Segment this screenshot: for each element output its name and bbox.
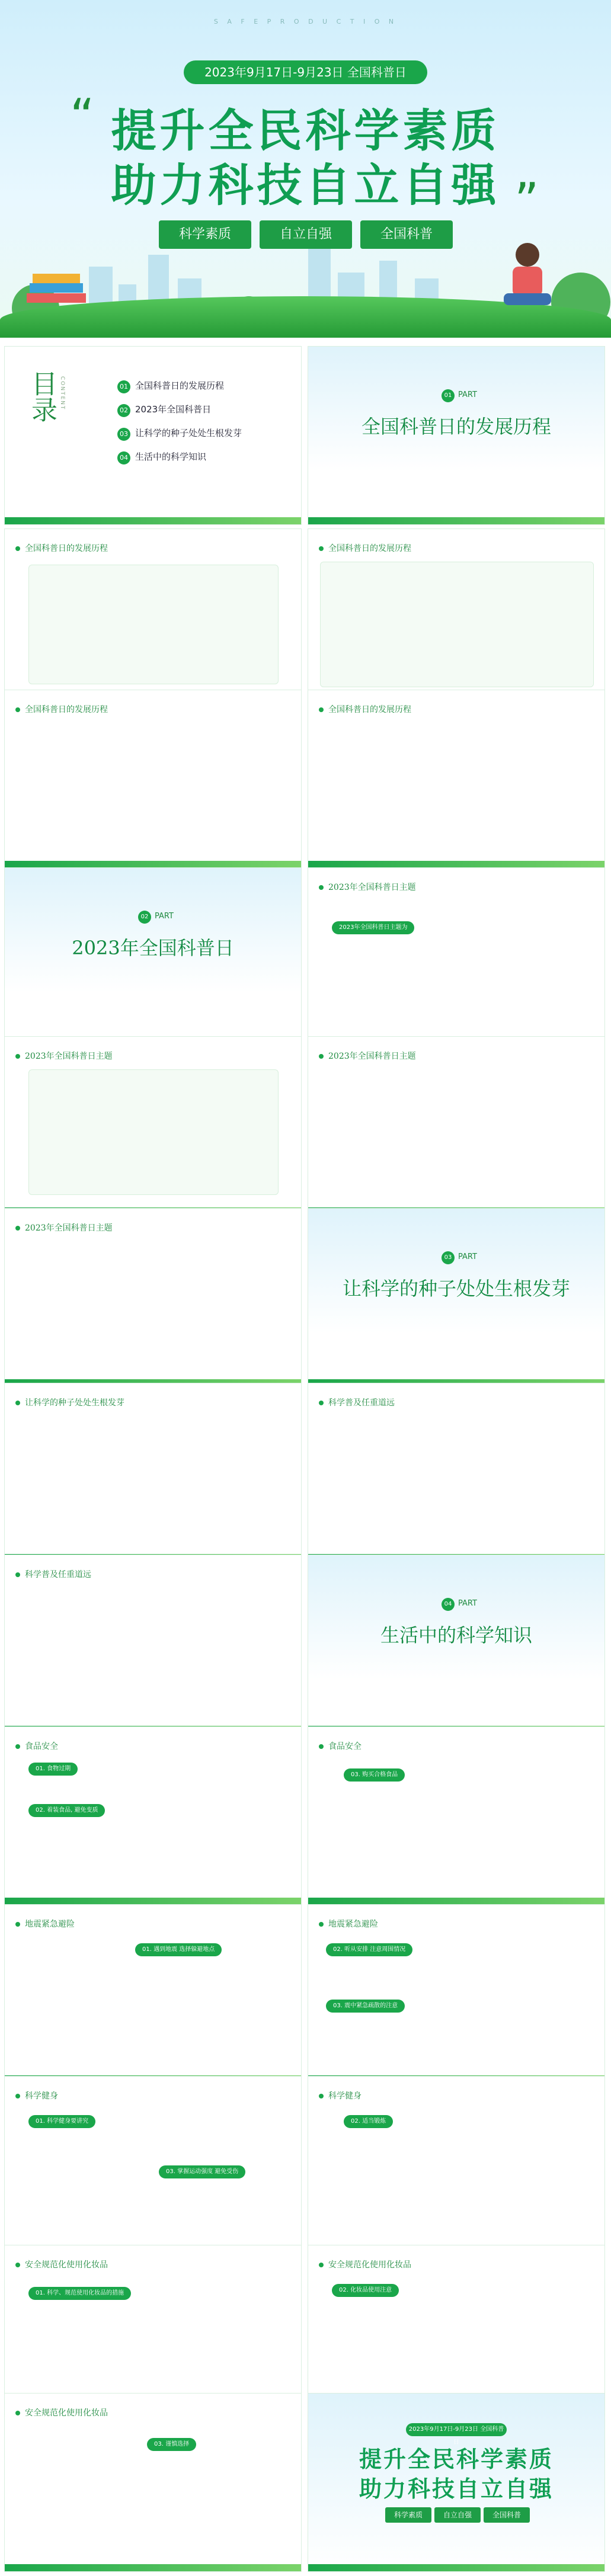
fitness-slide-b: [308, 2077, 604, 2254]
food-pill-1: 01. 食物过期: [28, 1763, 78, 1776]
slide-header: 2023年全国科普日主题: [15, 1050, 113, 1062]
end-slide: [308, 2394, 604, 2571]
section-slide-02: [5, 868, 301, 1046]
end-tag-2: 自立自强: [434, 2507, 481, 2523]
slide-header: 安全规范化使用化妆品: [15, 2258, 108, 2270]
history-slide-b: [308, 529, 604, 707]
slide-header: 2023年全国科普日主题: [319, 881, 416, 893]
slide-header: 地震紧急避险: [15, 1918, 75, 1930]
part-label: PART: [155, 912, 174, 921]
slide-header: 科学普及任重道远: [319, 1396, 395, 1408]
theme-slide-a: [308, 868, 604, 1046]
slide-header: 地震紧急避险: [319, 1918, 378, 1930]
section-title: 全国科普日的发展历程: [361, 415, 551, 438]
food-slide-a: [5, 1727, 301, 1905]
part-label: PART: [458, 1252, 477, 1261]
toc-label: 让科学的种子处处生根发芽: [135, 428, 242, 438]
slide-header: 全国科普日的发展历程: [319, 703, 411, 715]
task-slide-a: [308, 1383, 604, 1561]
toc-num: 01: [117, 380, 130, 393]
end-title-line1: 提升全民科学素质: [359, 2446, 554, 2472]
theme-slide-d: [5, 1209, 301, 1386]
slide-header: 全国科普日的发展历程: [15, 542, 108, 554]
chem-slide-c: [5, 2394, 301, 2571]
reading-girl-illustration: [492, 237, 563, 314]
chem-pill-2: 02. 化妆品使用注意: [332, 2284, 399, 2297]
chem-pill-3: 03. 谨慎选择: [147, 2438, 196, 2451]
quake-pill-2: 02. 听从安排 注意周围情况: [326, 1943, 412, 1956]
slide-header: 2023年全国科普日主题: [15, 1222, 113, 1233]
toc-label: 全国科普日的发展历程: [135, 380, 225, 391]
food-pill-3: 03. 购买合格食品: [344, 1768, 405, 1782]
part-badge: [138, 909, 180, 925]
slide-header: 食品安全: [15, 1740, 58, 1752]
toc-side-label: CONTENT: [59, 376, 65, 411]
slide-header: 科学普及任重道远: [15, 1568, 91, 1580]
food-slide-b: [308, 1727, 604, 1905]
slide-header: 全国科普日的发展历程: [319, 542, 411, 554]
slide-header: 安全规范化使用化妆品: [319, 2258, 411, 2270]
part-num: 04: [442, 1598, 455, 1611]
fitness-slide-a: [5, 2077, 301, 2254]
section-title: 2023年全国科普日: [72, 937, 234, 959]
seed-slide: [5, 1383, 301, 1561]
toc-label: 2023年全国科普日: [135, 404, 212, 415]
part-label: PART: [458, 390, 477, 399]
toc-num: 03: [117, 428, 130, 441]
text-card: [320, 562, 594, 687]
cover-date-badge: 2023年9月17日-9月23日 全国科普日: [184, 60, 427, 84]
quake-slide-a: [5, 1905, 301, 2082]
fit-pill-2: 02. 适当锻炼: [344, 2115, 393, 2128]
theme-pill: 2023年全国科普日主题为: [332, 921, 414, 934]
quake-pill-3: 03. 震中紧急疏散的注意: [326, 2000, 405, 2013]
quote-open: “: [70, 89, 95, 144]
section-slide-04: [308, 1555, 604, 1733]
cover-tag-3: 全国科普: [360, 220, 453, 249]
part-badge: [442, 1597, 483, 1612]
slide-header: 全国科普日的发展历程: [15, 703, 108, 715]
slide-header: 2023年全国科普日主题: [319, 1050, 416, 1062]
books-illustration: [24, 261, 89, 314]
theme-slide-c: [308, 1037, 604, 1215]
slide-header: 食品安全: [319, 1740, 362, 1752]
history-slide-a: [5, 529, 301, 707]
slide-header: 科学健身: [15, 2090, 58, 2101]
food-pill-2: 02. 着装食品, 避免变质: [28, 1804, 105, 1817]
task-slide-b: [5, 1555, 301, 1733]
part-num: 03: [442, 1251, 455, 1264]
end-tag-1: 科学素质: [385, 2507, 431, 2523]
toc-num: 04: [117, 451, 130, 464]
quake-slide-b: [308, 1905, 604, 2082]
part-badge: [442, 1250, 483, 1265]
slide-header: 科学健身: [319, 2090, 362, 2101]
slide-header: 让科学的种子处处生根发芽: [15, 1396, 124, 1408]
quake-pill-1: 01. 遇到地震 选择躲避地点: [135, 1943, 222, 1956]
section-slide-01: [308, 347, 604, 524]
history-slide-d: [308, 690, 604, 868]
fit-pill-1: 01. 科学健身要讲究: [28, 2115, 95, 2128]
part-badge: [442, 388, 483, 403]
text-card: [28, 1069, 279, 1195]
end-date-badge: 2023年9月17日-9月23日 全国科普日: [406, 2423, 507, 2436]
quote-close: ”: [514, 173, 539, 228]
end-title-line2: 助力科技自立自强: [359, 2476, 554, 2502]
section-slide-03: [308, 1209, 604, 1386]
part-num: 01: [442, 389, 455, 402]
part-num: 02: [138, 911, 151, 924]
history-slide-c: [5, 690, 301, 868]
cover-tag-1: 科学素质: [159, 220, 251, 249]
toc-num: 02: [117, 404, 130, 417]
slide-header: 安全规范化使用化妆品: [15, 2407, 108, 2418]
cover-title-line2: 助力科技自立自强: [111, 159, 500, 212]
toc-item-1[interactable]: [117, 379, 224, 393]
theme-slide-b: [5, 1037, 301, 1215]
toc-item-3[interactable]: [117, 427, 242, 441]
cover-title-line1: 提升全民科学素质: [111, 104, 500, 157]
section-title: 生活中的科学知识: [380, 1624, 532, 1646]
toc-slide: [5, 347, 301, 524]
toc-heading: 目录: [27, 370, 57, 422]
end-tag-3: 全国科普: [484, 2507, 530, 2523]
chem-pill-1: 01. 科学、规范使用化妆品的措施: [28, 2287, 131, 2300]
toc-item-2[interactable]: [117, 403, 211, 417]
cover-top-letters: S A F E P R O D U C T I O N: [213, 18, 398, 25]
cover-tag-2: 自立自强: [260, 220, 352, 249]
text-card: [28, 565, 279, 684]
cover-slide: [0, 0, 611, 338]
toc-label: 生活中的科学知识: [135, 451, 207, 462]
fit-pill-3: 03. 掌握运动强度 避免受伤: [159, 2165, 245, 2178]
toc-item-4[interactable]: [117, 450, 206, 464]
part-label: PART: [458, 1599, 477, 1608]
section-title: 让科学的种子处处生根发芽: [342, 1277, 570, 1300]
